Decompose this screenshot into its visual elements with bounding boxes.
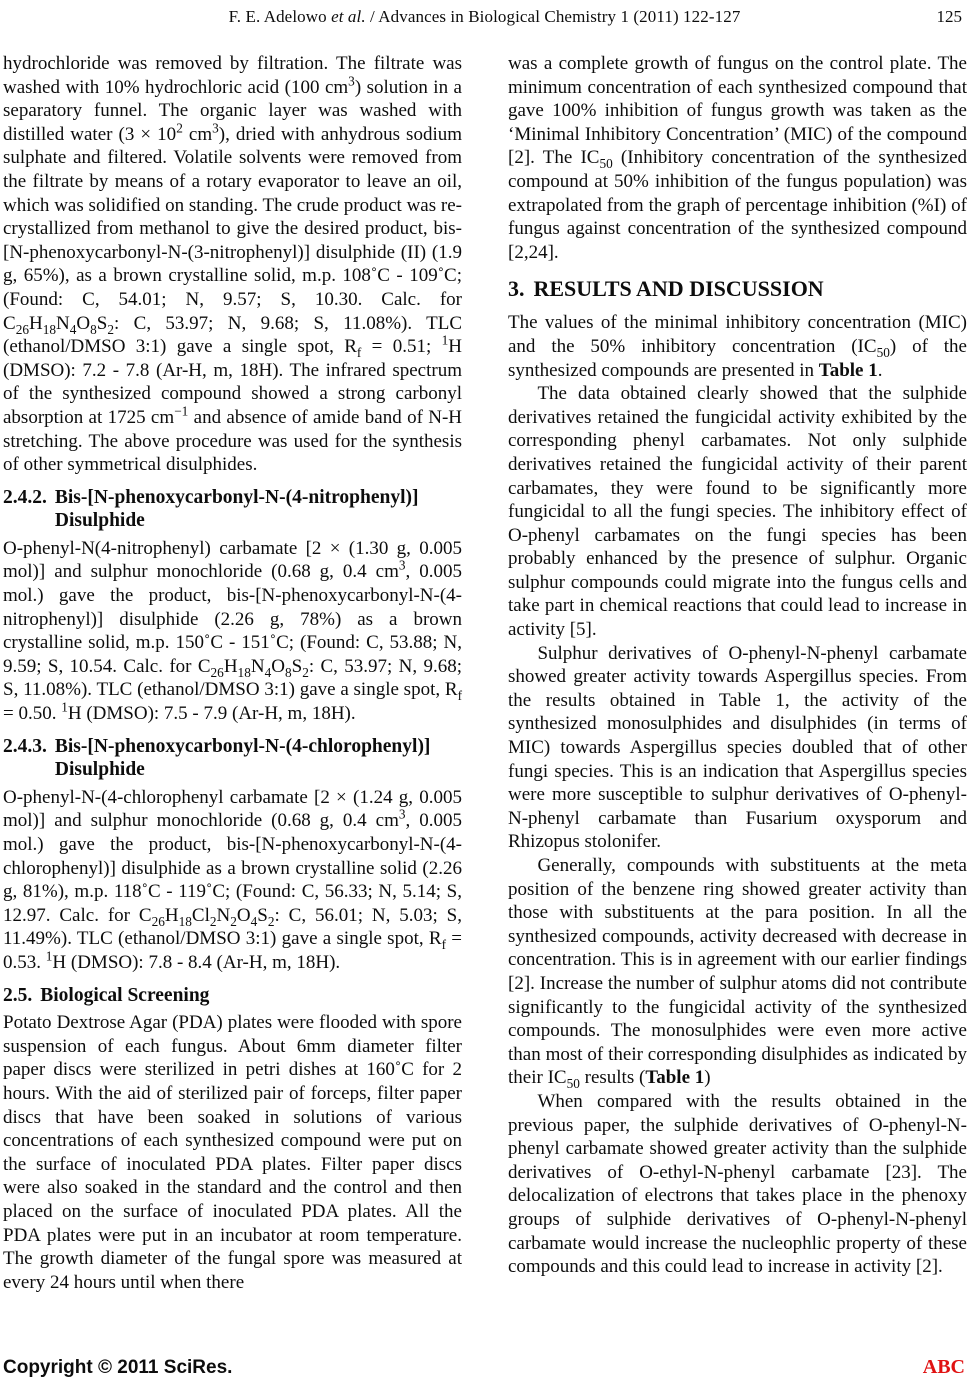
page-number: 125 xyxy=(936,7,962,26)
section-title: RESULTS AND DISCUSSION xyxy=(533,276,824,302)
section-title-line2: Disulphide xyxy=(54,759,145,781)
copyright-notice: Copyright © 2011 SciRes. xyxy=(3,1357,233,1378)
section-title-line2: Disulphide xyxy=(54,510,145,532)
page-footer xyxy=(3,1356,965,1379)
paragraph-results-2: The data obtained clearly showed that the sulphide derivatives retained the fungicidal activity exhibited by the corresponding phenyl carbamates. Not only sulphide derivatives retained the fungicidal activity of their parent carbamates, they were found to be significantly more fungicidal to all the fungi species. The inhibitory effect of O-phenyl carbamates on the fungi species has been probably enhanced by the presence of sulphur. Organic sulphur compounds could migrate into the fungus cells and take part in chemical reactions that could lead to increase in activity [5]. xyxy=(508,383,967,641)
section-number: 3. xyxy=(508,276,525,302)
section-heading-2-4-2 xyxy=(3,486,462,533)
paragraph-results-5: When compared with the results obtained in the previous paper, the sulphide derivatives of O-phenyl-N-phenyl carbamate showed greater activity than the sulphide derivatives of O-ethyl-N-phenyl carbamate [23]. The delocalization of electrons that takes place in the phenoxy groups of sulphide derivatives of O-phenyl-N-phenyl carbamate would increase the nucleophlic property of these compounds and this could lead to increase in activity [2]. xyxy=(508,1090,967,1278)
running-head: F. E. Adelowo et al. / Advances in Biological Chemistry 1 (2011) 122-127 xyxy=(228,7,741,26)
section-heading-2-5 xyxy=(3,984,462,1008)
paragraph-2-4-2-body: O-phenyl-N(4-nitrophenyl) carbamate [2 × (1.30 g, 0.005 mol)] and sulphur monochloride (0.68 g, 0.4 $cm^3$, 0.005 mol.) gave the product, bis-[N-phenoxycarbonyl-N-(4-nitrophenyl)] disulphide (2.26 g, 78%) as a brown crystalline solid, m.p. 150˚C - 151˚C; (Found: C, 53.88; N, 9.59; S, 10.54. Calc. for $C_{26}H_{18}N_4O_8S_2$: C, 53.97; N, 9.68; S, 11.08%). TLC (ethanol/DMSO 3:1) gave a single spot, $R_f = 0.50$. $^1$H (DMSO): 7.5 - 7.9 (Ar-H, m, 18H). xyxy=(3,537,462,725)
section-title-line1: Bis-[N-phenoxycarbonyl-N-(4-nitrophenyl)] xyxy=(54,486,419,508)
paragraph-2-5-body: Potato Dextrose Agar (PDA) plates were flooded with spore suspension of each fungus. About 6mm diameter filter paper discs were sterilized in petri dishes at 160˚C for 2 hours. With the aid of sterilized pair of forceps, filter paper discs that have been soaked in solutions of various concentrations of each synthesized compound were put on the surface of inoculated PDA plates. Filter paper discs were also soaked in the standard and the control and then placed on the surface of inoculated PDA plates. All the PDA plates were put in an incubator at room temperature. The growth diameter of the fungal spore was measured at every 24 hours until when there xyxy=(3,1012,462,1293)
paragraph-synthesis-continuation: hydrochloride was removed by filtration. The filtrate was washed with 10% hydrochloric acid (100 $cm^3$) solution in a separatory funnel. The organic layer was washed with distilled water ($3 \times 10^2$ $cm^3$), dried with anhydrous sodium sulphate and filtered. Volatile solvents were removed from the filtrate by means of a rotary evaporator to leave an oil, which was solidified on standing. The crude product was re-crystallized from methanol to give the desired product, bis-[N-phenoxycarbonyl-N-(3-nitrophenyl)] disulphide (II) (1.9 g, 65%), as a brown crystalline solid, m.p. 108˚C - 109˚C; (Found: C, 54.01; N, 9.57; S, 10.30. Calc. for $C_{26}H_{18}N_4O_8S_2$: C, 53.97; N, 9.68; S, 11.08%). TLC (ethanol/DMSO 3:1) gave a single spot, $R_f = 0.51$; $^1$H (DMSO): 7.2 - 7.8 (Ar-H, m, 18H). The infrared spectrum of the synthesized compound showed a strong carbonyl absorption at 1725 $cm^{-1}$ and absence of amide band of N-H stretching. The above procedure was used for the synthesis of other symmetrical disulphides. xyxy=(3,53,463,476)
paragraph-screening-continuation: was a complete growth of fungus on the control plate. The minimum concentration of each synthesized compound that gave 100% inhibition of fungus growth was taken as the ‘Minimal Inhibitory Concentration’ (MIC) of the compound [2]. The $IC_{50}$ (Inhibitory concentration of the synthesized compound at 50% inhibition of the fungus population) was extrapolated from the graph of percentage inhibition (%I) of fungus against concentration of the synthesized compound [2,24]. xyxy=(508,53,967,263)
section-number: 2.4.3. xyxy=(3,735,47,757)
paragraph-2-4-3-body: O-phenyl-N-(4-chlorophenyl carbamate [2 × (1.24 g, 0.005 mol)] and sulphur monochloride (0.68 g, 0.4 $cm^3$, 0.005 mol.) gave the product, bis-[N-phenoxycarbonyl-N-(4-chlorophenyl)] disulphide as a brown crystalline solid (2.26 g, 81%), m.p. 118˚C - 119˚C; (Found: C, 56.33; N, 5.14; S, 12.97. Calc. for $C_{26}H_{18}Cl_2N_2O_4S_2$: C, 56.01; N, 5.03; S, 11.49%). TLC (ethanol/DMSO 3:1) gave a single spot, $R_f = 0.53$. $^1$H (DMSO): 7.8 - 8.4 (Ar-H, m, 18H). xyxy=(3,786,462,973)
section-number: 2.5. xyxy=(3,984,33,1006)
section-title xyxy=(55,735,431,782)
section-number: 2.4.2. xyxy=(3,486,47,508)
left-column xyxy=(3,52,462,1294)
paragraph-results-1: The values of the minimal inhibitory concentration (MIC) and the 50% inhibitory concentration $(IC_{50})$ of the synthesized compounds are presented in Table 1. xyxy=(508,312,967,381)
right-column xyxy=(508,52,967,1294)
paragraph-results-4: Generally, compounds with substituents at the meta position of the benzene ring showed greater activity than those with substituents at the para position. In all the synthesized compounds, activity decreased with decrease in concentration. This is in agreement with our earlier findings [2]. Increase the number of sulphur atoms did not contribute significantly to the fungicidal activity of the synthesized compounds. The monosulphides were even more active than most of their corresponding disulphides as indicated by their $IC_{50}$ results (Table 1) xyxy=(508,855,967,1092)
section-title xyxy=(55,486,419,533)
page-header xyxy=(3,7,966,31)
paragraph-results-3: Sulphur derivatives of O-phenyl-N-phenyl carbamate showed greater activity towards Aspergillus species. From the results obtained in Table 1, the activity of the synthesized monosulphides and disulphides (in terms of MIC) towards Aspergillus species doubled that of other fungi species. This is an indication that Aspergillus species were more susceptible to sulphur derivatives of O-phenyl-N-phenyl carbamate than Fusarium oxysporum and Rhizopus stolonifer. xyxy=(508,642,967,853)
section-heading-results xyxy=(508,276,967,302)
section-title-line1: Bis-[N-phenoxycarbonyl-N-(4-chlorophenyl)] xyxy=(54,735,431,757)
section-title: Biological Screening xyxy=(40,984,210,1006)
two-column-body xyxy=(3,52,966,1294)
section-heading-2-4-3 xyxy=(3,735,462,782)
journal-abbreviation: ABC xyxy=(922,1356,965,1378)
